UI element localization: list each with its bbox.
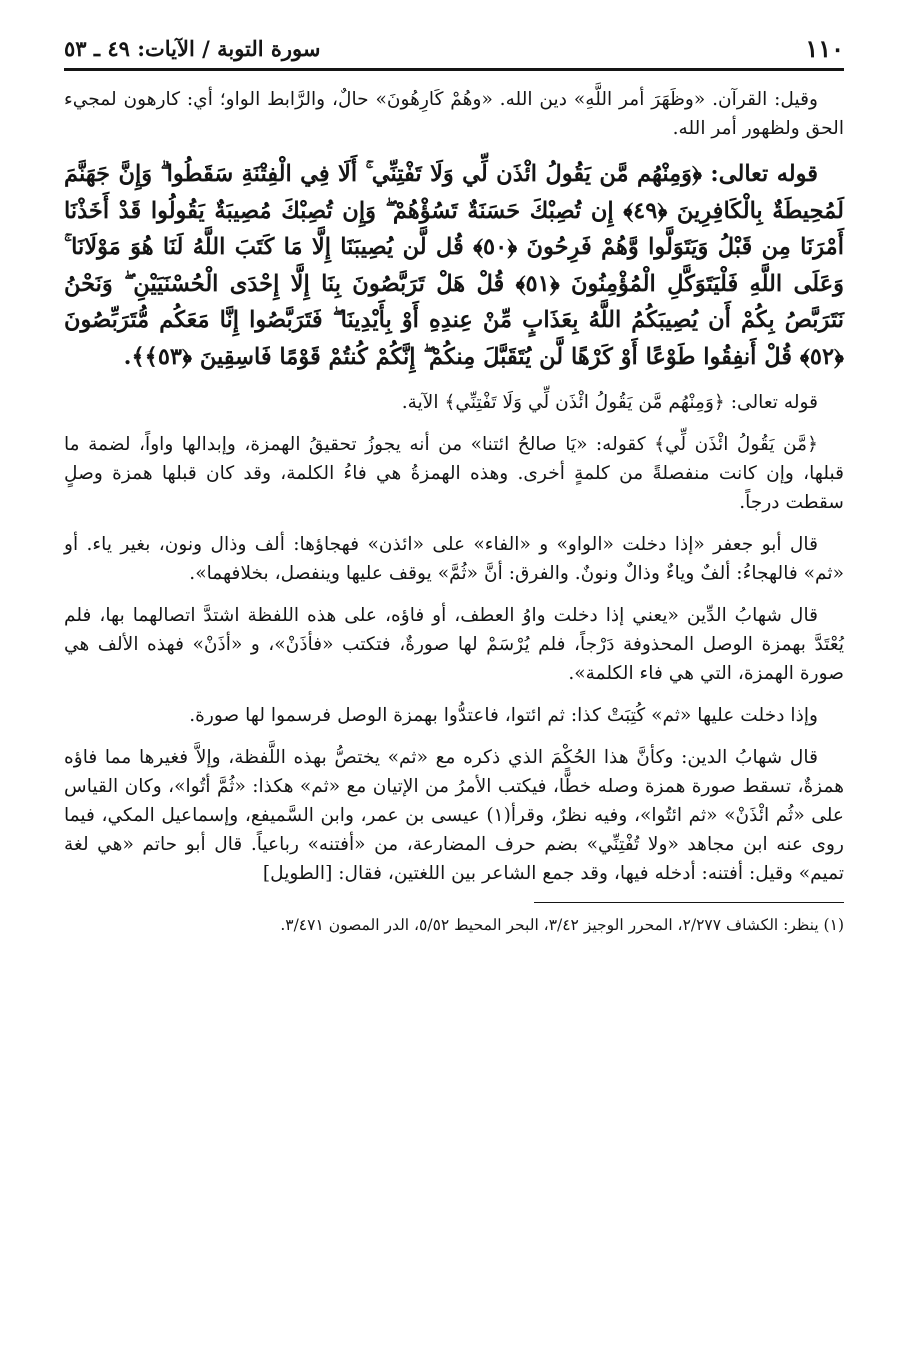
quran-verses: قوله تعالى: ﴿وَمِنْهُم مَّن يَقُولُ ائْذَن لِّي وَلَا تَفْتِنِّي ۚ أَلَا فِي الْفِتْنَةِ سَقَطُوا ۗ وَإِنَّ جَهَنَّمَ لَمُحِيطَةٌ بِالْكَافِرِينَ ﴿٤٩﴾ إِن تُصِبْكَ حَسَنَةٌ تَسُؤْهُمْ ۖ وَإِن تُصِبْكَ مُصِيبَةٌ يَقُولُوا قَدْ أَخَذْنَا أَمْرَنَا مِن قَبْلُ وَيَتَوَلَّوا وَّهُمْ فَرِحُونَ ﴿٥٠﴾ قُل لَّن يُصِيبَنَا إِلَّا مَا كَتَبَ اللَّهُ لَنَا هُوَ مَوْلَانَا ۚ وَعَلَى اللَّهِ فَلْيَتَوَكَّلِ الْمُؤْمِنُونَ ﴿٥١﴾ قُلْ هَلْ تَرَبَّصُونَ بِنَا إِلَّا إِحْدَى الْحُسْنَيَيْنِ ۖ وَنَحْنُ نَتَرَبَّصُ بِكُمْ أَن يُصِيبَكُمُ اللَّهُ بِعَذَابٍ مِّنْ عِندِهِ أَوْ بِأَيْدِينَا ۖ فَتَرَبَّصُوا إِنَّا مَعَكُم مُّتَرَبِّصُونَ ﴿٥٢﴾ قُلْ أَنفِقُوا طَوْعًا أَوْ كَرْهًا لَّن يُتَقَبَّلَ مِنكُمْ ۖ إِنَّكُمْ كُنتُمْ قَوْمًا فَاسِقِينَ ﴿٥٣﴾﴾. bbox=[64, 161, 844, 370]
book-page bbox=[64, 34, 844, 937]
running-title: سورة التوبة / الآيات: ٤٩ ـ ٥٣ bbox=[64, 36, 321, 61]
body-text bbox=[64, 85, 844, 888]
paragraph: ﴿مَّن يَقُولُ ائْذَن لِّي﴾ كقوله: «يَا صالحُ ائتنا» من أنه يجوزُ تحقيقُ الهمزة، وإبدالها واواً، لضمة ما قبلها، وإن كانت منفصلةً من كلمةٍ أخرى. وهذه الهمزةُ هي فاءُ الكلمة، وقد كان قبلها همزة وصلٍ سقطت درجاً. bbox=[64, 433, 844, 513]
footnote: (١) ينظر: الكشاف ٢/٢٧٧، المحرر الوجيز ٣/٤٢، البحر المحيط ٥/٥٢، الدر المصون ٣/٤٧١. bbox=[280, 915, 844, 934]
paragraph: وإذا دخلت عليها «ثم» كُتِبَتْ كذا: ثم ائتوا، فاعتدُّوا بهمزة الوصل فرسموا لها صورة. bbox=[189, 704, 818, 726]
page-number: ١١٠ bbox=[805, 34, 844, 63]
paragraph: قال شهابُ الدِّين «يعني إذا دخلت واوُ العطف، أو فاؤه، على هذه اللفظة اشتدَّ اتصالهما بها، فلم يُعْتَدَّ بهمزة الوصل المحذوفة دَرْجاً، فلم يُرْسَمْ لها صورةٌ، فتكتب «فأذَنْ»، و «أذَنْ» فهذه الألف هي صورة الهمزة، التي هي فاء الكلمة». bbox=[64, 604, 844, 684]
paragraph: قال أبو جعفر «إذا دخلت «الواو» و «الفاء» على «ائذن» فهجاؤها: ألف وذال ونون، بغير ياء. أو «ثم» فالهجاءُ: ألفٌ وياءٌ وذالٌ ونونٌ. والفرق: أنَّ «ثُمَّ» يوقف عليها وينفصل، بخلافهما». bbox=[64, 533, 844, 584]
paragraph: قال شهابُ الدين: وكأنَّ هذا الحُكْمَ الذي ذكره مع «ثم» يختصُّ بهذه اللَّفظة، وإلاَّ فغيرها مما فاؤه همزةٌ، تسقط صورة همزة وصله خطًّا، فيكتب الأمرُ من الإتيان مع «ثم» هكذا: «ثُمَّ أتُوا»، وكان القياس على «ثُم ائْذَنْ» «ثم ائتُوا»، وفيه نظرٌ، وقرأ(١) عيسى بن عمر، وابن السَّميفع، وإسماعيل المكي، فيما روى عنه ابن مجاهد «ولا تُفْتِنِّي» بضم حرف المضارعة، من «أفتنه» رباعياً. قال أبو حاتم «هي لغة تميم» وقيل: أفتنه: أدخله فيها، وقد جمع الشاعر بين اللغتين، فقال: [الطويل] bbox=[64, 746, 844, 884]
page-header bbox=[64, 34, 844, 71]
paragraph: وقيل: القرآن. «وظَهَرَ أمر اللَّهِ» دين الله. «وهُمْ كَارِهُونَ» حالٌ، والرَّابط الواو؛ أي: كارهون لمجيء الحق ولظهور أمر الله. bbox=[64, 89, 844, 139]
footnote-divider bbox=[534, 902, 844, 903]
paragraph: قوله تعالى: ﴿وَمِنْهُم مَّن يَقُولُ ائْذَن لِّي وَلَا تَفْتِنِّي﴾ الآية. bbox=[401, 391, 818, 413]
